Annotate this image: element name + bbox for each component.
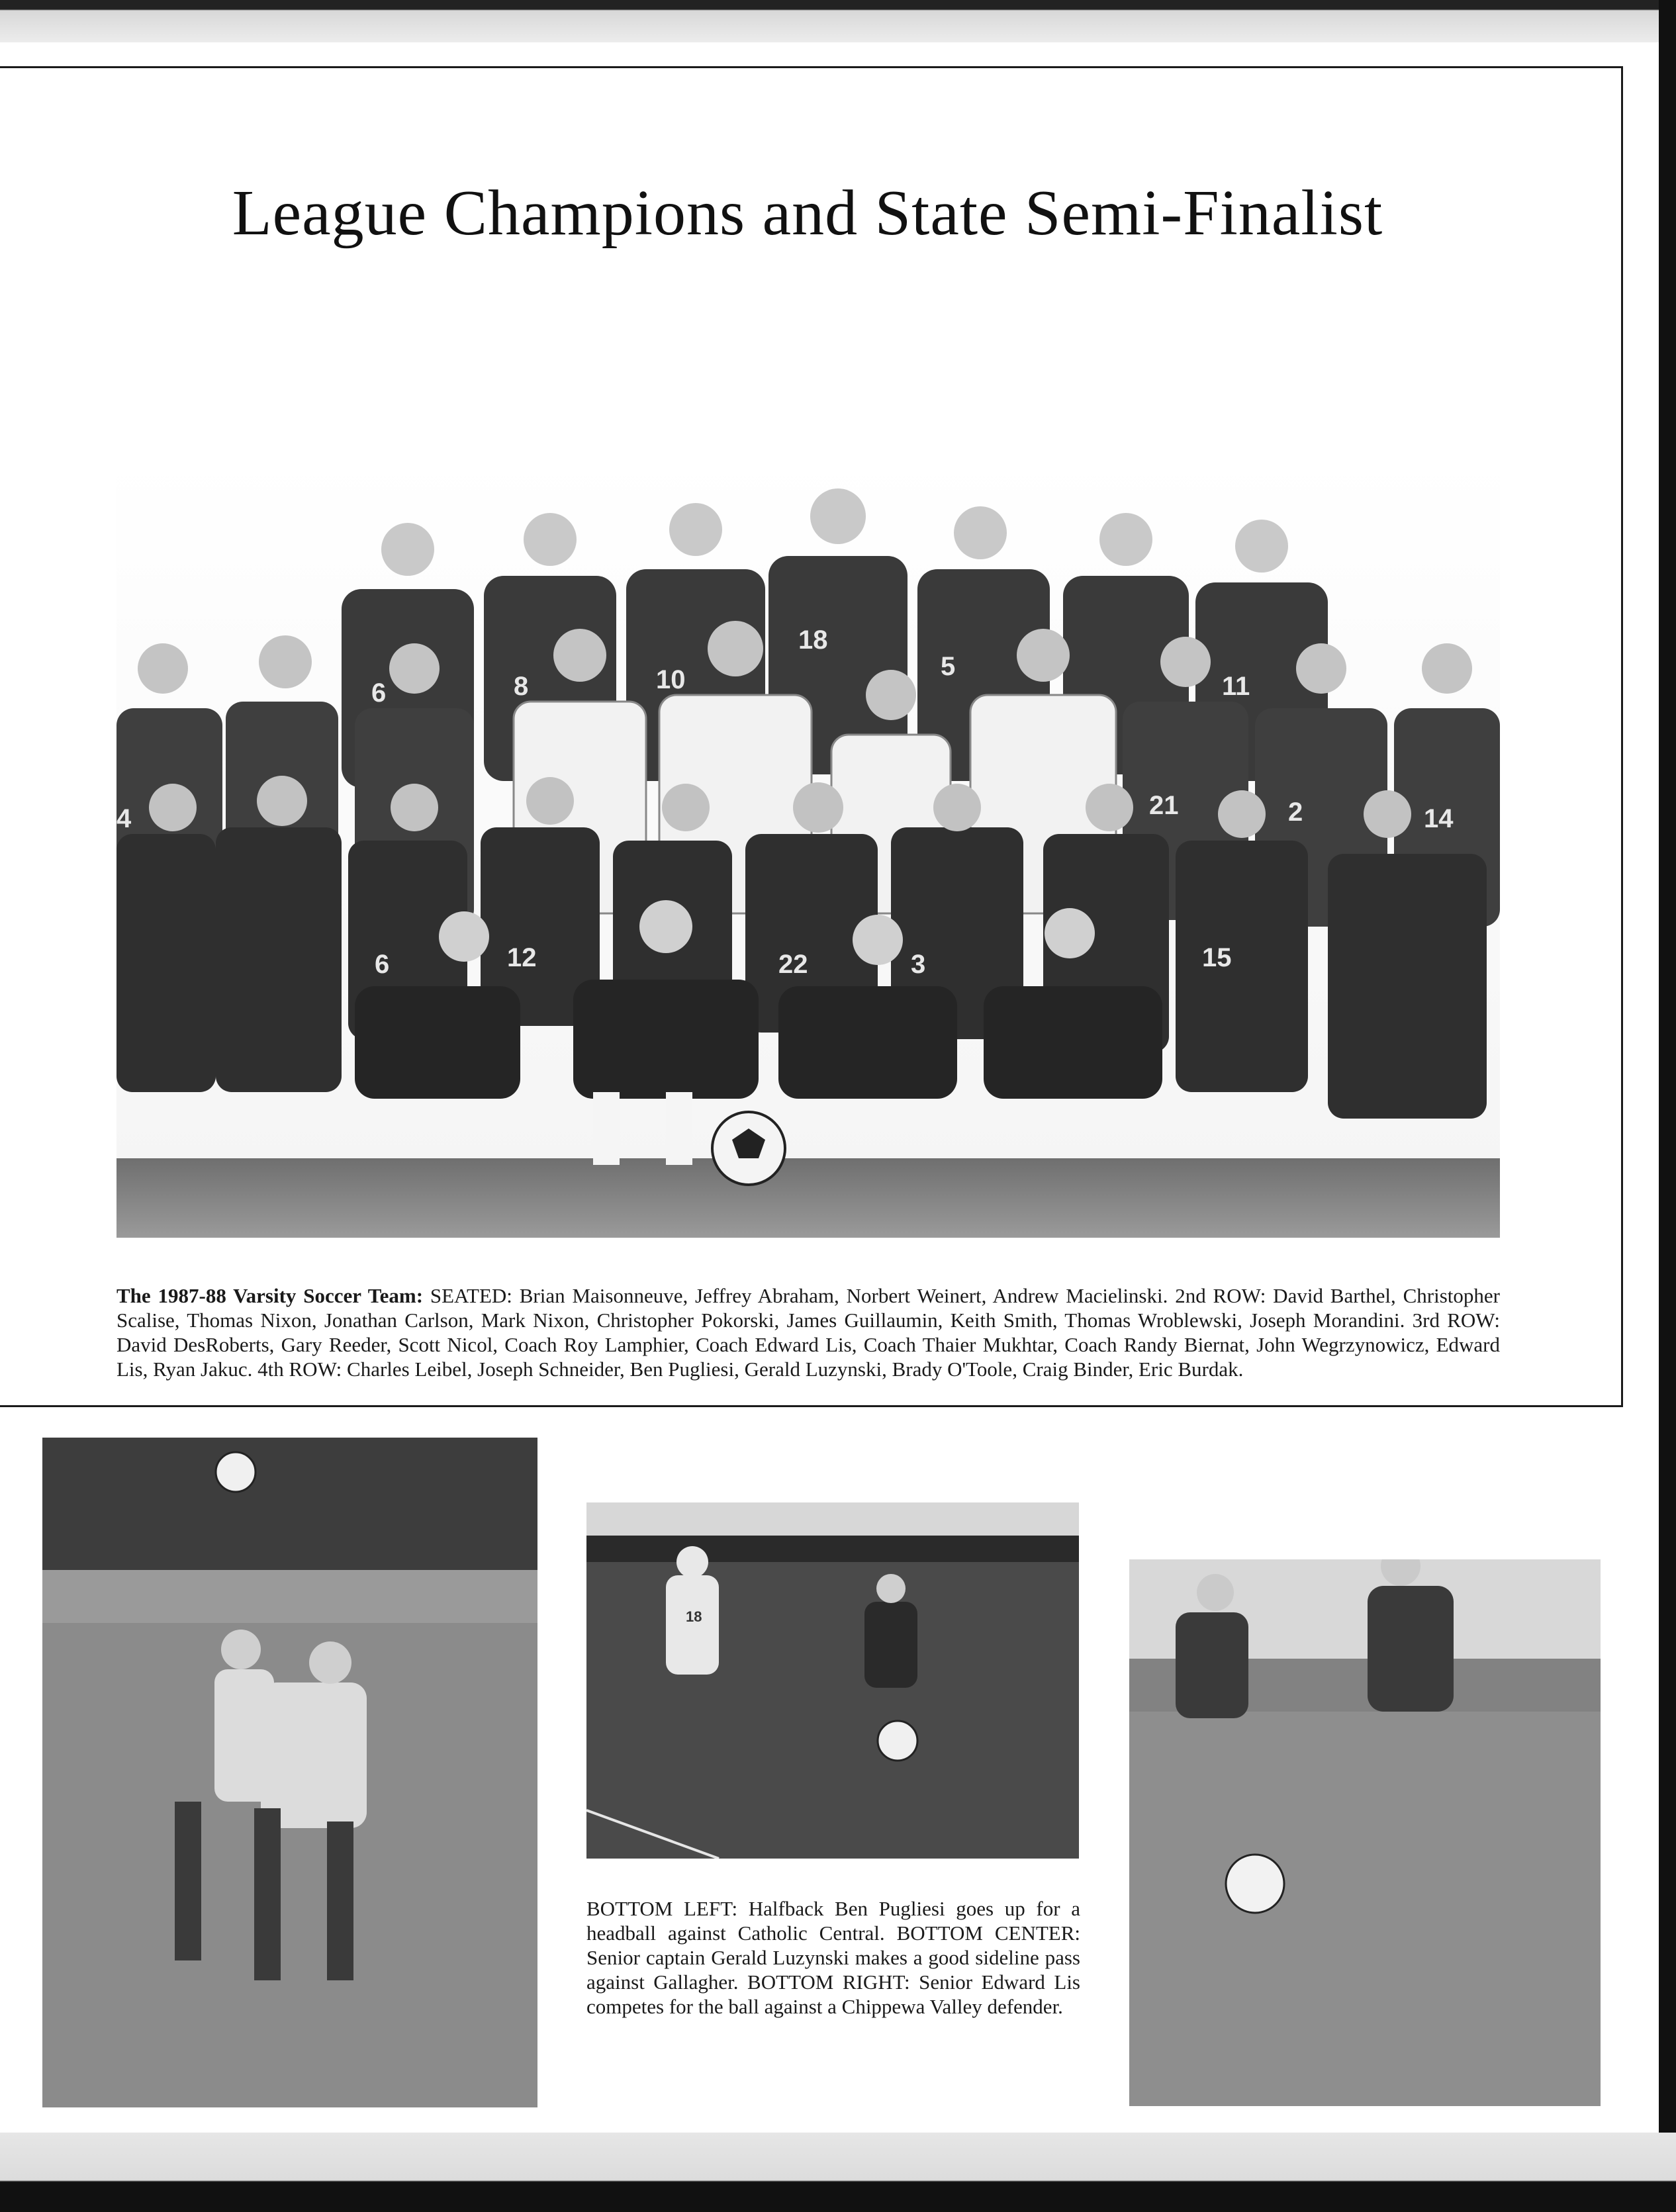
photo-bottom-right (1129, 1559, 1601, 2106)
jersey-number: 5 (941, 652, 956, 681)
team-caption-body: SEATED: Brian Maisonneuve, Jeffrey Abraham, Norbert Weinert, Andrew Macielinski. 2nd ROW: David Barthel, Christopher Scalise, Thomas Nixon, Jonathan Carlson, Mark Nixon, Christopher Pokorski, James Guillaumin, Keith Smith, Thomas Wroblewski, Joseph Morandini. 3rd ROW: David DesRoberts, Gary Reeder, Scott Nicol, Coach Roy Lamphier, Coach Edward Lis, Coach Thaier Mukhtar, Coach Randy Biernat, John Wegrzynowicz, Edward Lis, Ryan Jakuc. 4th ROW: Charles Leibel, Joseph Schneider, Ben Pugliesi, Gerald Luzynski, Brady O'Toole, Craig Binder, Eric Burdak. (116, 1284, 1500, 1381)
photo-bottom-center (586, 1502, 1079, 1859)
scan-border-bottom (0, 2133, 1676, 2212)
team-photo-image (116, 457, 1500, 1238)
jersey-number: 15 (1202, 943, 1232, 972)
scan-border-right (1659, 0, 1676, 2212)
action-photos-caption: BOTTOM LEFT: Halfback Ben Pugliesi goes up for a headball against Catholic Central. BOTTOM CENTER: Senior captain Gerald Luzynski makes a good sideline pass against Gallagher. BOTTOM RIGHT: Senior Edward Lis competes for the ball against a Chippewa Valley defender. (586, 1897, 1080, 2018)
jersey-number: 12 (507, 943, 537, 972)
scan-border-top (0, 0, 1676, 42)
jersey-number: 18 (686, 1608, 702, 1625)
headball-photo-image (42, 1438, 537, 2107)
jersey-number: 3 (911, 950, 926, 979)
competes-for-ball-photo-image (1129, 1559, 1601, 2106)
jersey-number: 6 (371, 678, 387, 708)
jersey-number: 2 (1288, 798, 1303, 827)
jersey-number: 8 (514, 672, 529, 701)
jersey-number: 4 (116, 804, 132, 833)
jersey-number: 11 (1222, 672, 1250, 701)
jersey-number: 14 (1424, 804, 1454, 833)
team-photo (116, 457, 1500, 1238)
team-photo-caption (116, 1283, 1500, 1381)
team-caption-lead: The 1987-88 Varsity Soccer Team: (116, 1284, 424, 1307)
jersey-number: 6 (375, 950, 390, 979)
photo-bottom-left (42, 1438, 537, 2107)
jersey-number: 22 (778, 950, 808, 979)
sideline-pass-photo-image (586, 1502, 1079, 1859)
page-headline: League Champions and State Semi-Finalist (232, 177, 1383, 249)
jersey-number: 21 (1149, 791, 1179, 820)
jersey-number: 18 (798, 625, 828, 655)
jersey-number: 10 (656, 665, 686, 694)
